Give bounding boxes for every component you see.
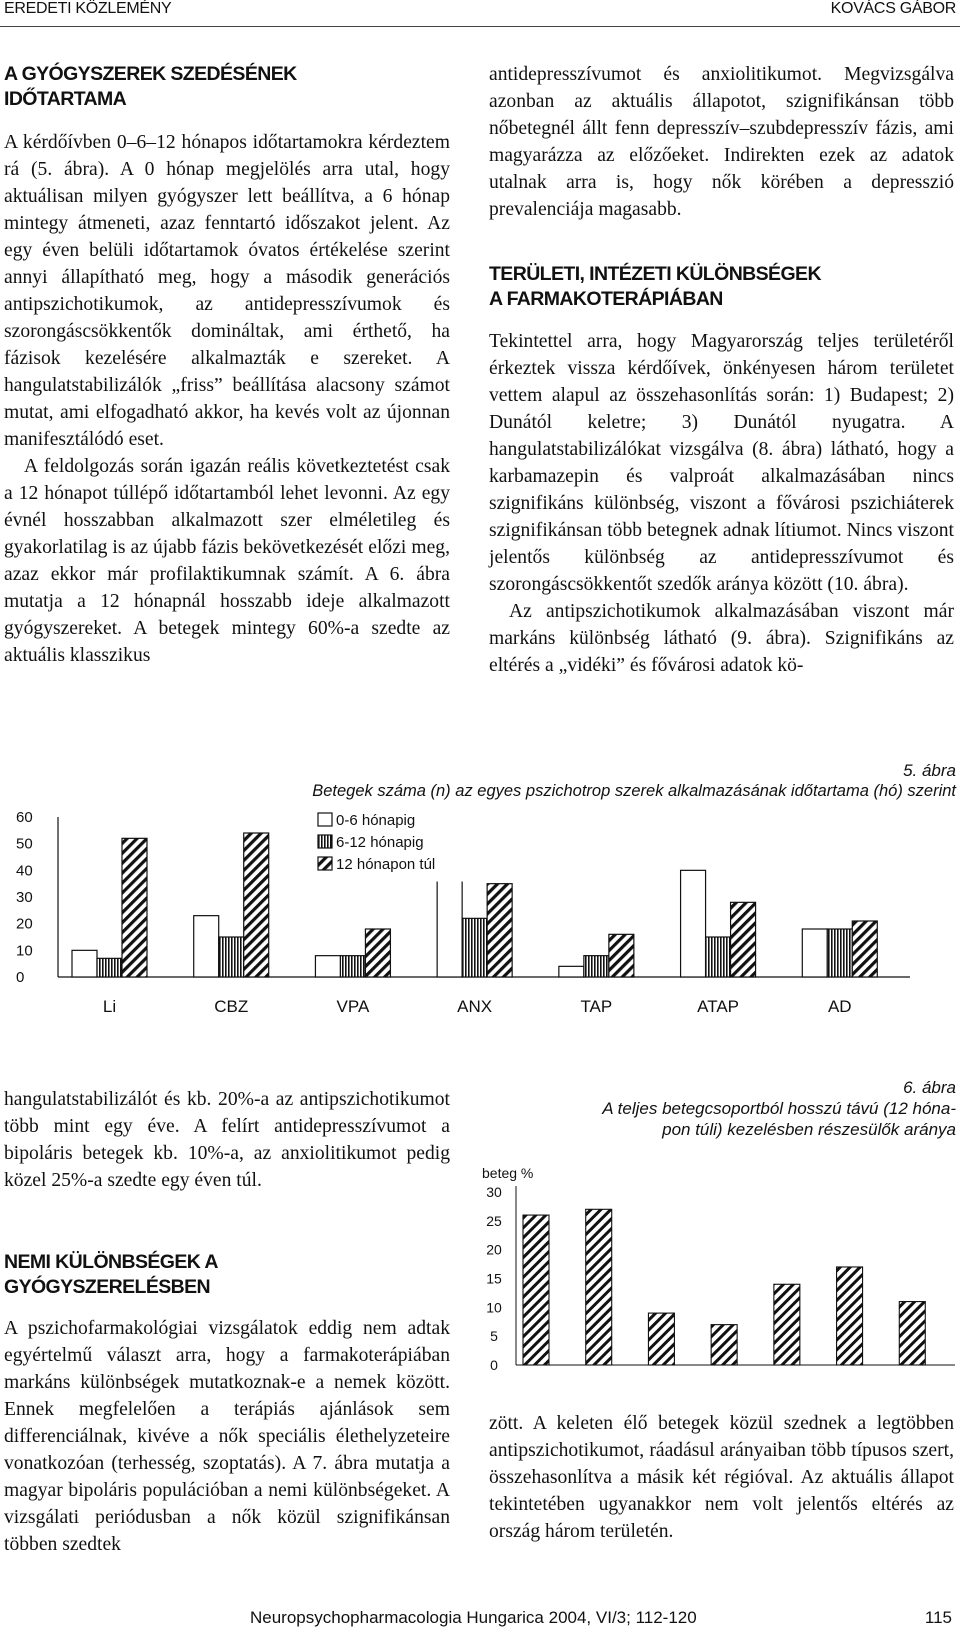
y-tick-label: 50	[16, 835, 33, 853]
left-column-bottom	[4, 1315, 450, 1558]
x-tick-label: VPA	[336, 997, 370, 1016]
y-tick-label: 15	[486, 1270, 502, 1287]
bar-tap-s2	[584, 956, 609, 977]
bar-3	[648, 1313, 674, 1365]
figure5-chart	[0, 805, 960, 1070]
y-tick-label: 5	[490, 1328, 498, 1345]
y-tick-label: 20	[486, 1241, 502, 1258]
left-column-continued	[4, 1086, 450, 1194]
legend-label: 12 hónapon túl	[336, 856, 436, 873]
bar-ad-s3	[852, 921, 877, 977]
figure5-caption: Betegek száma (n) az egyes pszichotrop szerek alkalmazásának időtartama (hó) szerint	[312, 782, 956, 800]
right-column-middle	[489, 328, 954, 679]
x-tick-label: ANX	[457, 997, 493, 1016]
right-column-bottom	[489, 1410, 954, 1545]
bar-ad-s2	[827, 929, 852, 977]
bar-vpa-s3	[365, 929, 390, 977]
y-tick-label: 60	[16, 809, 33, 826]
bar-5	[774, 1284, 800, 1365]
bar-atap-s3	[731, 902, 756, 977]
paragraph: A pszichofarmakológiai vizsgálatok eddig nem adtak egyértelmű választ arra, hogy a farmakoterápiában markáns különbségek mutatkoznak-e a nemek között. Ennek megfelelően a terápiás ajánlások sem differenciálnak, kivéve a nők speciális élethelyzeteire vonatkozóan (terhesség, szoptatás). A 7. ábra mutatja a magyar bipoláris populációban a nemi különbségeket. A vizsgálati periódusban a nők közül szignifikánsan többen szedtek	[4, 1318, 450, 1555]
running-header-left: EREDETI KÖZLEMÉNY	[4, 0, 172, 17]
paragraph: A feldolgozás során igazán reális következtetést csak a 12 hónapot túllépő időtartamból lehet levonni. Az egy évnél hosszabban alkalmazott szer elméletileg és gyakorlatilag is az újabb fázis bekövetkezését előzi meg, azaz ekkor már profilaktikumnak számít. A 6. ábra mutatja a 12 hónapnál hosszabb ideje alkalmazott gyógyszereket. A betegek mintegy 60%-a szedte az aktuális klasszikus	[4, 456, 450, 666]
header-rule	[0, 26, 960, 27]
paragraph: A kérdőívben 0–6–12 hónapos időtartamokra kérdeztem rá (5. ábra). A 0 hónap megjelölés arra utal, hogy aktuálisan milyen gyógyszer lett beállítva, a 6 hónap mintegy átmeneti, azaz fenntartó időszakot jelent. Az egy éven belüli időtartamok óvatos értékelése szerint annyi állapítható meg, hogy a második generációs antipszichotikumok, az antidepresszívumok és szorongáscsökkentők domináltak, ami érthető, ha fázisok kezelésére alkalmazták e szereket. A hangulatstabilizálók „friss” beállítása alacsony számot mutat, ami elfogadható akkor, ha kevés volt az újonnan manifesztálódó eset.	[4, 132, 450, 450]
legend-label: 0-6 hónapig	[336, 812, 416, 829]
x-tick-label: Li	[102, 997, 117, 1016]
page-number: 115	[924, 1608, 952, 1627]
bar-li-s3	[122, 838, 147, 977]
legend-swatch	[318, 857, 332, 870]
paragraph: antidepresszívumot és anxiolitikumot. Megvizsgálva azonban az aktuális állapotot, szignifikánsan több nőbetegnél állt fenn depresszív–szubdepresszív fázis, ami magyarázza az előzőeket. Indirekten ezek az adatok utalnak arra is, hogy nők körében a depresszió prevalenciája magasabb.	[489, 64, 954, 220]
bar-li-s1	[72, 950, 97, 977]
legend-swatch	[318, 813, 332, 826]
x-tick-label: TAP	[580, 997, 613, 1016]
figure5-number: 5. ábra	[903, 761, 956, 780]
bar-1	[523, 1215, 549, 1365]
bar-cbz-s1	[194, 916, 219, 977]
y-tick-label: 10	[486, 1299, 502, 1316]
figure6-chart	[480, 1160, 960, 1400]
bar-cbz-s2	[219, 937, 244, 977]
section-heading-regional: TERÜLETI, INTÉZETI KÜLÖNBSÉGEK A FARMAKOTERÁPIÁBAN	[489, 263, 821, 310]
paragraph: Az antipszichotikumok alkalmazásában viszont már markáns különbség látható (9. ábra). Szignifikáns az eltérés a „vidéki” és fővárosi adatok kö-	[489, 601, 954, 676]
bar-4	[711, 1325, 737, 1365]
y-tick-label: 40	[16, 862, 33, 880]
x-tick-label: ATAP	[697, 997, 740, 1016]
bar-cbz-s3	[244, 833, 269, 977]
figure6-number: 6. ábra	[903, 1078, 956, 1097]
legend-swatch	[318, 835, 332, 848]
bar-anx-s3	[487, 884, 512, 977]
bar-atap-s2	[706, 937, 731, 977]
figure5-legend	[314, 808, 469, 881]
paragraph: hangulatstabilizálót és kb. 20%-a az antipszichotikumot több mint egy éve. A felírt antidepresszívumot a bipoláris betegek kb. 10%-a, az anxiolitikumot pedig közel 25%-a szedte egy éven túl.	[4, 1089, 450, 1191]
bar-vpa-s2	[340, 956, 365, 977]
y-tick-label: 25	[486, 1212, 502, 1229]
y-tick-label: 0	[16, 969, 25, 986]
bar-li-s2	[97, 958, 122, 977]
y-tick-label: 30	[486, 1184, 502, 1200]
paragraph: zött. A keleten élő betegek közül szednek a legtöbben antipszichotikumot, ráadásul arányaiban több típusos szert, összehasonlítva a másik két régióval. Az aktuális állapot tekintetében ugyanakkor nem volt jelentős eltérés az ország három területén.	[489, 1413, 954, 1542]
paragraph: Tekintettel arra, hogy Magyarország teljes területéről érkeztek vissza kérdőívek, önkényesen három területet vettem alapul az összehasonlítás során: 1) Budapest; 2) Dunától keletre; 3) Dunától nyugatra. A hangulatstabilizálókat vizsgálva (8. ábra) látható, hogy a karbamazepin és valproát alkalmazásában nincs szignifikáns különbség, viszont a fővárosi pszichiáterek szignifikánsan több betegnek adnak lítiumot. Nincs viszont jelentős különbség az antidepresszívumot és szorongáscsökkentőt szedők aránya között (10. ábra).	[489, 331, 954, 595]
bar-7	[899, 1302, 925, 1365]
y-tick-label: 0	[490, 1357, 498, 1373]
bar-anx-s1	[437, 870, 462, 977]
y-tick-label: 10	[16, 942, 33, 960]
bar-tap-s3	[609, 934, 634, 977]
right-column-top	[489, 61, 954, 223]
x-tick-label: CBZ	[214, 997, 249, 1016]
y-axis-label: beteg %	[482, 1165, 534, 1181]
bar-atap-s1	[681, 870, 706, 977]
legend-label: 6-12 hónapig	[336, 834, 424, 851]
bar-6	[837, 1267, 863, 1365]
section-heading-gender: NEMI KÜLÖNBSÉGEK A GYÓGYSZERELÉSBEN	[4, 1251, 218, 1298]
bar-anx-s2	[462, 918, 487, 977]
y-tick-label: 30	[16, 889, 33, 906]
journal-citation: Neuropsychopharmacologia Hungarica 2004, VI/3; 112-120	[250, 1608, 697, 1627]
left-column-top	[4, 129, 450, 669]
section-heading-duration: A GYÓGYSZEREK SZEDÉSÉNEK IDŐTARTAMA	[4, 63, 297, 110]
running-header-right: KOVÁCS GÁBOR	[830, 0, 956, 17]
bar-2	[586, 1209, 612, 1365]
bar-tap-s1	[559, 966, 584, 977]
x-tick-label: AD	[827, 997, 852, 1016]
bar-ad-s1	[802, 929, 827, 977]
figure6-caption: A teljes betegcsoportból hosszú távú (12 hóna- pon túli) kezelésben részesülők aránya	[602, 1099, 956, 1139]
y-tick-label: 20	[16, 915, 33, 933]
bar-vpa-s1	[315, 956, 340, 977]
